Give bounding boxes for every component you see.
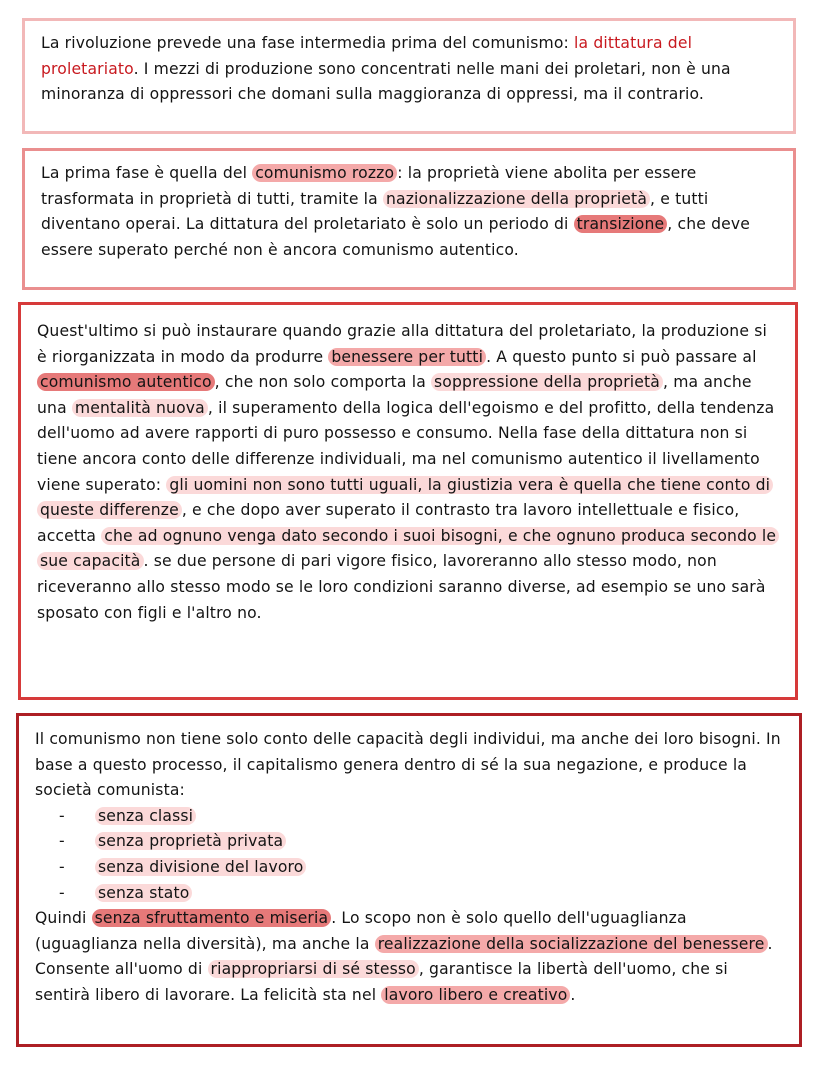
text: La rivoluzione prevede una fase intermedia prima del comunismo: xyxy=(41,34,575,52)
highlight: lavoro libero e creativo xyxy=(381,986,570,1004)
highlight: comunismo rozzo xyxy=(252,164,397,182)
highlight: senza stato xyxy=(95,884,192,902)
note-box-communist-society xyxy=(16,713,802,1047)
highlight: mentalità nuova xyxy=(72,399,208,417)
highlight: senza divisione del lavoro xyxy=(95,858,306,876)
note-box-crude-communism xyxy=(22,148,796,290)
list-item xyxy=(35,804,785,830)
dash: - xyxy=(59,883,65,902)
text: . A questo punto si può passare al xyxy=(486,347,757,366)
dash: - xyxy=(59,857,65,876)
bullet-list xyxy=(35,804,785,906)
text: . se due persone di pari vigore fisico, lavoreranno allo stesso modo, non riceveranno allo stesso modo se le loro condizioni saranno diverse, ad esempio se uno sarà sposato con figli e l'altro no. xyxy=(37,552,766,622)
list-item xyxy=(35,829,785,855)
dash: - xyxy=(59,806,65,825)
text: Il comunismo non tiene solo conto delle capacità degli individui, ma anche dei loro bisogni. In base a questo processo, il capitalismo genera dentro di sé la sua negazione, e produce la società comunista: xyxy=(35,730,781,800)
highlight: transizione xyxy=(574,215,668,233)
highlight-red-text: la dittatura del proletariato xyxy=(41,34,693,78)
highlight: benessere per tutti xyxy=(328,348,486,366)
highlight: senza proprietà privata xyxy=(95,832,286,850)
highlight: che ad ognuno venga dato secondo i suoi bisogni, e che ognuno produca secondo le sue capacità xyxy=(37,527,779,571)
list-item xyxy=(35,855,785,881)
highlight: gli uomini non sono tutti uguali, la giustizia vera è quella che tiene conto di queste differenze xyxy=(37,476,773,520)
text: . Lo scopo non è solo quello dell'uguaglianza (uguaglianza nella diversità), ma anche la xyxy=(35,909,687,953)
text: , e tutti diventano operai. La dittatura del proletariato è solo un periodo di xyxy=(41,189,709,234)
text: , garantisce la libertà dell'uomo, che si sentirà libero di lavorare. La felicità sta nel xyxy=(35,960,728,1004)
text: . xyxy=(570,985,576,1004)
note-box-dictatorship xyxy=(22,18,796,134)
highlight: comunismo autentico xyxy=(37,373,215,391)
text: La prima fase è quella del xyxy=(41,164,253,182)
text: , il superamento della logica dell'egoismo e del profitto, della tendenza dell'uomo ad avere rapporti di puro possesso e consumo. Nella fase della dittatura non si tiene ancora conto delle differenze individuali, ma nel comunismo autentico il livellamento viene superato: xyxy=(37,398,775,494)
text: Quindi xyxy=(35,909,92,928)
highlight: soppressione della proprietà xyxy=(431,373,663,391)
highlight: nazionalizzazione della proprietà xyxy=(383,190,650,208)
list-item xyxy=(35,881,785,907)
text: . I mezzi di produzione sono concentrati nelle mani dei proletari, non è una minoranza di oppressori che domani sulla maggioranza di oppressi, ma il contrario. xyxy=(41,59,731,104)
dash: - xyxy=(59,832,65,851)
text: . Consente all'uomo di xyxy=(35,934,773,979)
text: Quest'ultimo si può instaurare quando grazie alla dittatura del proletariato, la produzione si è riorganizzata in modo da produrre xyxy=(37,322,767,366)
text: , che deve essere superato perché non è ancora comunismo autentico. xyxy=(41,215,751,259)
highlight: senza sfruttamento e miseria xyxy=(92,909,332,927)
highlight: riappropriarsi di sé stesso xyxy=(208,960,419,978)
text: , ma anche una xyxy=(37,373,752,417)
text: , e che dopo aver superato il contrasto tra lavoro intellettuale e fisico, accetta xyxy=(37,501,740,545)
highlight: realizzazione della socializzazione del benessere xyxy=(375,935,768,953)
text: : la proprietà viene abolita per essere trasformata in proprietà di tutti, tramite la xyxy=(41,164,697,208)
note-box-authentic-communism xyxy=(18,302,798,700)
text: , che non solo comporta la xyxy=(214,373,432,392)
highlight: senza classi xyxy=(95,807,196,825)
